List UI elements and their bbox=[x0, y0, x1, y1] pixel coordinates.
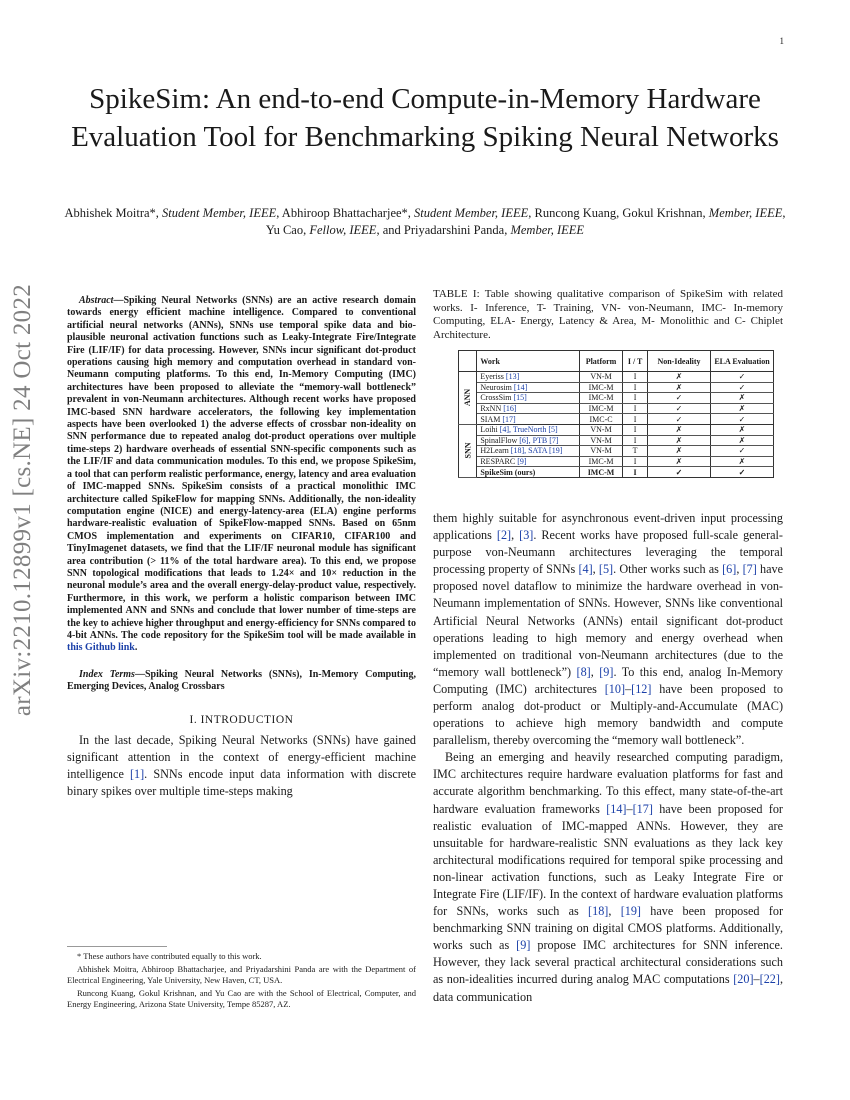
work-name: Eyeriss bbox=[480, 372, 506, 382]
cell-platform: VN-M bbox=[579, 435, 622, 446]
citation-link[interactable]: [9] bbox=[516, 938, 531, 953]
work-name: Loihi bbox=[480, 425, 500, 435]
text-run: them highly suitable for asynchronous event-driven input processing applications bbox=[433, 510, 783, 543]
cell-platform: IMC-M bbox=[579, 467, 622, 478]
intro-right bbox=[433, 510, 783, 1006]
right-column bbox=[433, 288, 783, 1006]
citation-link[interactable]: [9] bbox=[599, 664, 614, 679]
col-header-ela: ELA Evaluation bbox=[711, 351, 774, 372]
cell-work bbox=[477, 414, 580, 425]
citation-link[interactable]: [12] bbox=[631, 681, 652, 696]
citation-link[interactable]: [7] bbox=[742, 562, 757, 577]
cell-nonideality: ✗ bbox=[648, 435, 711, 446]
cell-work bbox=[477, 403, 580, 414]
cell-platform: IMC-M bbox=[579, 382, 622, 393]
cell-it: I bbox=[623, 424, 648, 435]
cell-it: I bbox=[623, 435, 648, 446]
col-header-nonideality: Non-Ideality bbox=[648, 351, 711, 372]
text-run: have been proposed to perform analog dot-product or Multiply-and-Accumulate (MAC) operations to achieve high memory bandwidth and compute parallelism, thereby overcoming the “memory wall bottleneck”. bbox=[433, 681, 783, 748]
cell-platform: IMC-M bbox=[579, 456, 622, 467]
footnote: Runcong Kuang, Gokul Krishnan, and Yu Cao are with the School of Electrical, Computer, and Energy Engineering, Arizona State University, Tempe 85287, AZ. bbox=[67, 988, 416, 1009]
table-row bbox=[459, 424, 774, 435]
work-citation[interactable]: [15] bbox=[513, 393, 527, 403]
citation-link[interactable]: [6] bbox=[722, 562, 737, 577]
cell-work bbox=[477, 435, 580, 446]
cell-it: T bbox=[623, 446, 648, 457]
cell-work bbox=[477, 467, 580, 478]
group-label: ANN bbox=[463, 389, 473, 407]
text-run: have been proposed for benchmarking SNN training on digital CMOS platforms. Additionally, works such as bbox=[433, 904, 784, 953]
cell-nonideality: ✗ bbox=[648, 372, 711, 383]
citation-link[interactable]: [20] bbox=[733, 972, 754, 987]
cell-ela: ✗ bbox=[711, 424, 774, 435]
author-role: Fellow, IEEE bbox=[309, 223, 377, 237]
work-name: SpikeSim (ours) bbox=[480, 467, 536, 477]
work-name: SIAM bbox=[480, 414, 503, 424]
cell-platform: IMC-M bbox=[579, 393, 622, 404]
work-name: RxNN bbox=[480, 404, 504, 414]
cell-work bbox=[477, 382, 580, 393]
text-run: . Other works such as bbox=[613, 562, 723, 577]
cell-ela: ✓ bbox=[711, 446, 774, 457]
citation-link[interactable]: [8] bbox=[576, 664, 591, 679]
author-role: Student Member, IEEE bbox=[414, 206, 529, 220]
work-name: Neurosim bbox=[480, 382, 514, 392]
footnote-list bbox=[67, 951, 416, 1009]
cell-nonideality: ✗ bbox=[648, 424, 711, 435]
text-run: – bbox=[753, 972, 760, 987]
col-header-platform: Platform bbox=[579, 351, 622, 372]
work-name: CrossSim bbox=[480, 393, 514, 403]
cell-it: I bbox=[623, 393, 648, 404]
author-name: Gokul Krishnan bbox=[622, 206, 703, 220]
work-citation[interactable]: [17] bbox=[502, 414, 516, 424]
table-row bbox=[459, 467, 774, 478]
table-body bbox=[459, 372, 774, 478]
index-terms bbox=[67, 669, 416, 694]
citation-link[interactable]: [17] bbox=[632, 801, 653, 816]
abstract-end: . bbox=[134, 642, 138, 654]
cell-it: I bbox=[623, 414, 648, 425]
cell-it: I bbox=[623, 467, 648, 478]
footnote: * These authors have contributed equally to this work. bbox=[77, 951, 262, 961]
paragraph bbox=[433, 510, 783, 749]
cell-nonideality: ✗ bbox=[648, 382, 711, 393]
cell-work bbox=[477, 372, 580, 383]
text-run: In the last decade, Spiking Neural Networks (SNNs) have gained significant attention in the context of energy-efficient machine intelligence bbox=[67, 732, 416, 781]
cell-platform: VN-M bbox=[579, 372, 622, 383]
table-row bbox=[459, 414, 774, 425]
table-header-row bbox=[459, 351, 774, 372]
text-run: , data communication bbox=[433, 972, 783, 1004]
author-name: Abhiroop Bhattacharjee* bbox=[281, 206, 408, 220]
cell-it: I bbox=[623, 456, 648, 467]
text-run: . Recent works have proposed full-scale general-purpose von-Neumann architectures leveraging the temporal processing property of SNNs bbox=[433, 528, 783, 577]
table-row bbox=[459, 382, 774, 393]
citation-link[interactable]: [1] bbox=[129, 767, 145, 781]
work-citation[interactable]: [4], TrueNorth [5] bbox=[499, 425, 558, 435]
intro-paragraph-left bbox=[67, 732, 416, 801]
author-role: Member, IEEE bbox=[708, 206, 783, 220]
cell-platform: IMC-M bbox=[579, 403, 622, 414]
comparison-table bbox=[458, 350, 774, 478]
author-role: Student Member, IEEE bbox=[162, 206, 277, 220]
section-heading: I. INTRODUCTION bbox=[189, 713, 294, 726]
cell-work bbox=[477, 393, 580, 404]
citation-link[interactable]: [10] bbox=[604, 681, 626, 696]
paper-title: SpikeSim: An end-to-end Compute-in-Memory Hardware Evaluation Tool for Benchmarking Spiking Neural Networks bbox=[71, 83, 779, 153]
text-run: , bbox=[608, 904, 621, 919]
cell-work bbox=[477, 456, 580, 467]
table-row bbox=[459, 435, 774, 446]
citation-link[interactable]: [2] bbox=[496, 528, 512, 543]
arxiv-identifier: arXiv:2210.12899v1 [cs.NE] 24 Oct 2022 bbox=[9, 283, 37, 717]
cell-nonideality: ✓ bbox=[648, 414, 711, 425]
work-citation[interactable]: [18], SATA [19] bbox=[510, 446, 563, 456]
cell-ela: ✗ bbox=[711, 403, 774, 414]
text-run: – bbox=[626, 801, 633, 816]
text-run: . To this end, analog In-Memory Computing (IMC) architectures bbox=[433, 664, 783, 696]
citation-link[interactable]: [18] bbox=[588, 904, 609, 919]
cell-nonideality: ✗ bbox=[648, 446, 711, 457]
text-run: . SNNs encode input data information with discrete binary spikes over multiple time-steps making bbox=[67, 767, 416, 799]
table-row bbox=[459, 456, 774, 467]
text-run: – bbox=[625, 681, 632, 696]
col-header-it: I / T bbox=[623, 351, 648, 372]
paragraph bbox=[433, 749, 783, 1005]
col-header-work: Work bbox=[477, 351, 580, 372]
citation-link[interactable]: [14] bbox=[606, 801, 627, 816]
cell-platform: VN-M bbox=[579, 424, 622, 435]
abstract bbox=[67, 295, 416, 655]
cell-ela: ✓ bbox=[711, 467, 774, 478]
cell-ela: ✓ bbox=[711, 414, 774, 425]
author-name: Abhishek Moitra* bbox=[64, 206, 156, 220]
work-citation[interactable]: [6], PTB [7] bbox=[519, 435, 559, 445]
author-name: Runcong Kuang bbox=[534, 206, 617, 220]
cell-nonideality: ✗ bbox=[648, 456, 711, 467]
author-role: Member, IEEE bbox=[510, 223, 585, 237]
cell-it: I bbox=[623, 403, 648, 414]
cell-ela: ✓ bbox=[711, 372, 774, 383]
abstract-label: Abstract bbox=[79, 295, 114, 306]
page-number: 1 bbox=[779, 36, 784, 46]
author-list: Abhishek Moitra*, Student Member, IEEE, Abhiroop Bhattacharjee*, Student Member, IEEE, Runcong Kuang, Gokul Krishnan, Member, IEEE, Yu Cao, Fellow, IEEE, and Priyadarshini Panda, Member, IEEE bbox=[64, 206, 786, 237]
cell-work bbox=[477, 446, 580, 457]
work-citation[interactable]: [16] bbox=[503, 404, 517, 414]
text-run: , bbox=[736, 562, 743, 577]
work-name: H2Learn bbox=[480, 446, 511, 456]
table-caption: TABLE I: Table showing qualitative comparison of SpikeSim with related works. I- Inference, T- Training, VN- von-Neumann, IMC- In-memory Computing, ELA- Energy, Latency & Area, M- Monolithic and C- Chiplet Architecture. bbox=[433, 288, 783, 341]
footnote: Abhishek Moitra, Abhiroop Bhattacharjee, and Priyadarshini Panda are with the Department of Electrical Engineering, Yale University, New Haven, CT, USA. bbox=[67, 964, 416, 985]
abstract-dash: — bbox=[113, 295, 124, 306]
abstract-text: Spiking Neural Networks (SNNs) are an active research domain towards energy efficient machine intelligence. Compared to conventional artificial neural networks (ANNs), SNNs use temporal spike data and bio-plausible neuronal activation functions such as Leaky-Integrate Fire/Integrate Fire (LIF/IF) for data processing. However, SNNs incur significant dot-product operations causing high memory and computation overhead in standard von-Neumann computing platforms. To this end, In-Memory Computing (IMC) architectures have been proposed to alleviate the “memory-wall bottleneck” prevalent in von-Neumann architectures. Although recent works have proposed IMC-based SNN hardware accelerators, the following key implementation aspects have been overlooked 1) the adverse effects of crossbar non-ideality on SNN performance due to repeated analog dot-product operations over multiple time-steps 2) hardware overheads of essential SNN-specific components such as the LIF/IF and data communication modules. To this end, we propose SpikeSim, a tool that can perform realistic performance, energy, latency and area evaluation of IMC-mapped SNNs. SpikeSim consists of a practical monolithic IMC architecture called SpikeFlow for mapping SNNs. Additionally, the non-ideality computation engine (NICE) and energy-latency-area (ELA) engine performs hardware-realistic evaluation of SpikeFlow-mapped SNNs. Based on 65nm CMOS implementation and experiments on CIFAR10, CIFAR100 and TinyImagenet datasets, we find that the LIF/IF neuronal module has significant area contribution (> 11% of the total hardware area). To this end, we propose SNN topological modifications that leads to 1.24× and 10× reduction in the neuronal module’s area and the overall energy-delay-product value, respectively. Furthermore, in this work, we perform a holistic comparison between IMC implemented ANN and SNNs and conclude that lower number of time-steps are the key to achieve higher throughput and energy-efficiency for SNNs compared to 4-bit ANNs. The code repository for the SpikeSim tool will be made available in bbox=[67, 295, 416, 641]
cell-ela: ✗ bbox=[711, 393, 774, 404]
group-label: SNN bbox=[463, 442, 473, 459]
group-label-cell bbox=[459, 424, 477, 477]
author-name: Yu Cao bbox=[265, 223, 304, 237]
work-citation[interactable]: [14] bbox=[513, 382, 528, 392]
cell-ela: ✗ bbox=[711, 435, 774, 446]
cell-work bbox=[477, 424, 580, 435]
work-citation[interactable]: [13] bbox=[505, 372, 520, 382]
text-run: Being an emerging and heavily researched computing paradigm, IMC architectures require hardware evaluation platforms for fast and accurate algorithm benchmarking. To this effect, many state-of-the-art hardware evaluation frameworks bbox=[433, 750, 783, 816]
work-name: SpinalFlow bbox=[480, 435, 520, 445]
work-name: RESPARC bbox=[480, 457, 518, 467]
cell-nonideality: ✓ bbox=[648, 467, 711, 478]
index-terms-text: —Spiking Neural Networks (SNNs), In-Memory Computing, Emerging Devices, Analog Crossbars bbox=[67, 668, 416, 693]
text-run: have proposed novel dataflow to minimize the hardware overhead in von-Neumann implementation of SNNs. However, SNNs like conventional Artificial Neural Networks (ANNs) entail significant dot-product operations leading to high memory and energy overhead when implemented on traditional von-Neumann architectures (due to the “memory wall bottleneck”) bbox=[433, 562, 783, 679]
footnote-rule bbox=[67, 946, 167, 947]
text-run: , bbox=[511, 528, 520, 543]
arxiv-sidebar bbox=[3, 283, 43, 717]
table-row bbox=[459, 372, 774, 383]
cell-platform: VN-M bbox=[579, 446, 622, 457]
group-label-cell bbox=[459, 372, 477, 425]
citation-link[interactable]: [22] bbox=[759, 972, 780, 987]
table-row bbox=[459, 393, 774, 404]
cell-it: I bbox=[623, 382, 648, 393]
citation-link[interactable]: [4] bbox=[578, 562, 593, 577]
cell-nonideality: ✓ bbox=[648, 403, 711, 414]
left-column bbox=[67, 295, 416, 800]
group-header bbox=[459, 351, 477, 372]
footnotes bbox=[67, 946, 416, 1012]
cell-ela: ✓ bbox=[711, 382, 774, 393]
text-run: propose IMC architectures for SNN inference. However, they lack several practical architectural considerations such as non-idealities incurred during analog MAC computations bbox=[433, 938, 783, 987]
work-citation[interactable]: [9] bbox=[517, 457, 527, 467]
citation-link[interactable]: [5] bbox=[598, 562, 614, 577]
index-terms-label: Index Terms bbox=[79, 668, 135, 680]
table-row bbox=[459, 403, 774, 414]
author-name: Priyadarshini Panda bbox=[403, 223, 505, 237]
text-run: , bbox=[592, 562, 599, 577]
cell-nonideality: ✓ bbox=[648, 393, 711, 404]
cell-platform: IMC-C bbox=[579, 414, 622, 425]
citation-link[interactable]: [3] bbox=[519, 528, 534, 543]
text-run: have been proposed for realistic evaluation of IMC-mapped ANNs. However, they are unsuitable for hardware-realistic SNN evaluations as they lack key architectural modifications required for temporal spike processing and non-linear activation functions, such as Leaky Integrate Fire or Integrate Fire (LIF/IF). In the context of hardware evaluation platforms for SNNs, works such as bbox=[433, 801, 783, 919]
table-row bbox=[459, 446, 774, 457]
cell-ela: ✗ bbox=[711, 456, 774, 467]
citation-link[interactable]: [19] bbox=[620, 904, 641, 919]
cell-it: I bbox=[623, 372, 648, 383]
github-link[interactable]: this Github link bbox=[67, 642, 135, 654]
text-run: , bbox=[590, 664, 600, 679]
